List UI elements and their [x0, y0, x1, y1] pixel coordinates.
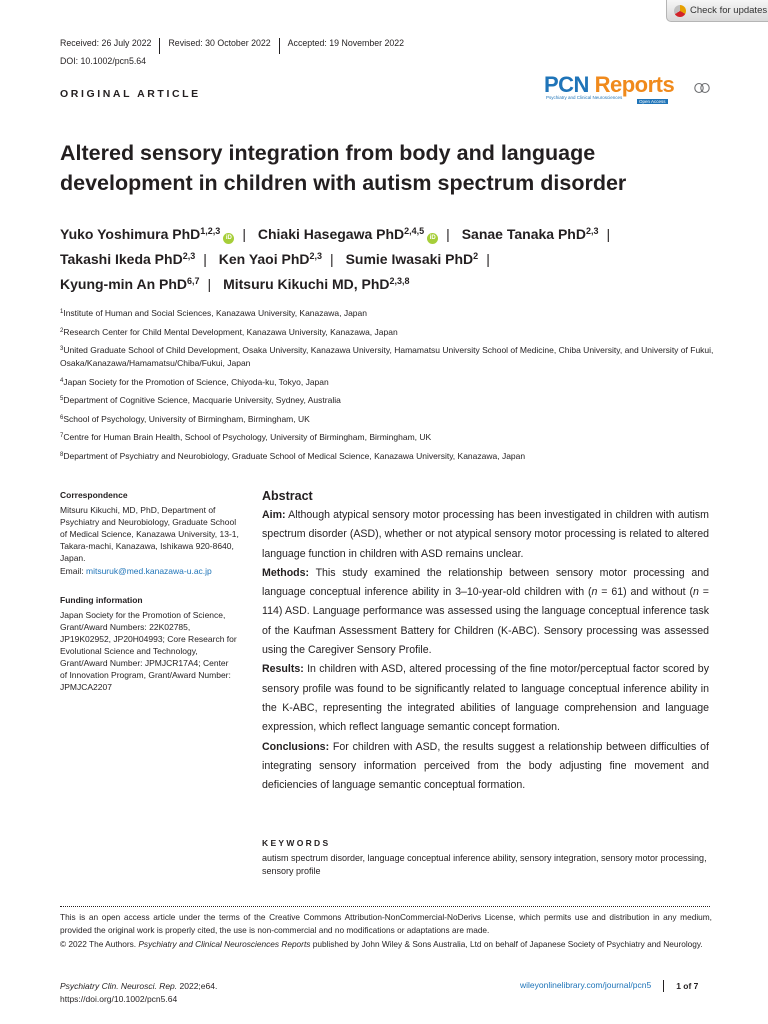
- abstract-aim: Aim: Although atypical sensory motor processing has been investigated in children with autism spectrum disorder (ASD), whether or not atypical sensory motor processing is related to altered language function in children with ASD remains unclear.: [262, 509, 709, 560]
- correspondence-heading: Correspondence: [60, 490, 128, 500]
- article-type: ORIGINAL ARTICLE: [60, 88, 201, 100]
- check-for-updates-label: Check for updates: [690, 5, 768, 16]
- page-number: 1 of 7: [676, 981, 699, 991]
- funding-line: Japan Society for the Promotion of Science,: [60, 609, 226, 620]
- keywords-text: autism spectrum disorder, language conceptual inference ability, sensory integration, sensory motor processing, sensory profile: [262, 853, 707, 876]
- author[interactable]: Yuko Yoshimura PhD$^{1,2,3}$: [60, 226, 221, 242]
- correspondence-line: Psychiatry and Neurobiology, Graduate School: [60, 517, 237, 528]
- doi-link[interactable]: https://doi.org/10.1002/pcn5.64: [60, 994, 178, 1004]
- license-text: This is an open access article under the terms of the Creative Commons Attribution-NonCommercial-NoDerivs License, which permits use and distribution in any medium, provided the original work is properly cited, the use is non-commercial and no modifications or adaptations are made.: [60, 912, 712, 936]
- sidebar-info: [60, 489, 250, 710]
- journal-url-link[interactable]: wileyonlinelibrary.com/journal/pcn5: [520, 980, 664, 992]
- check-for-updates-button[interactable]: [666, 0, 768, 22]
- affiliation: $^3$United Graduate School of Child Development, Osaka University, Kanazawa University, Hamamatsu University School of Medicine, Chiba University, and University of Fukui, Osaka/Kanazawa/Hamamatsu/Chiba/Fukui, Japan: [60, 345, 714, 368]
- funding-block: [60, 594, 250, 694]
- affiliations: [60, 307, 715, 468]
- logo-subtitle: Psychiatry and Clinical Neurosciences: [546, 95, 623, 100]
- footer-right: [520, 980, 698, 992]
- abstract: [262, 487, 709, 795]
- revised-date: Revised: 30 October 2022: [159, 38, 278, 54]
- correspondence-line: of Medical Science, Kanazawa University, 13-1,: [60, 529, 239, 540]
- affiliation: $^1$Institute of Human and Social Sciences, Kanazawa University, Kanazawa, Japan: [60, 308, 367, 318]
- logo-emblem-icon: [694, 82, 710, 94]
- author-list: Yuko Yoshimura PhD$^{1,2,3}$iD | Chiaki Hasegawa PhD$^{2,4,5}$iD | Sanae Tanaka PhD$^{2,3}$ | Takashi Ikeda PhD$^{2,3}$ | Ken Yaoi PhD$^{2,3}$ | Sumie Iwasaki PhD$^2$ | Kyung-min An PhD$^{6,7}$ | Mitsuru Kikuchi MD, PhD$^{2,3,8}$: [60, 226, 611, 292]
- article-history: [60, 38, 412, 54]
- affiliation: $^5$Department of Cognitive Science, Macquarie University, Sydney, Australia: [60, 395, 341, 405]
- author[interactable]: Takashi Ikeda PhD$^{2,3}$: [60, 251, 196, 267]
- funding-line: Evolutional Science and Technology,: [60, 646, 198, 657]
- doi: DOI: 10.1002/pcn5.64: [60, 56, 147, 66]
- footer-citation: [60, 980, 217, 1006]
- author[interactable]: Kyung-min An PhD$^{6,7}$: [60, 276, 200, 292]
- keywords: [262, 838, 709, 878]
- author[interactable]: Mitsuru Kikuchi MD, PhD$^{2,3,8}$: [223, 276, 410, 292]
- funding-line: Grant/Award Numbers: 22K02785,: [60, 621, 191, 632]
- received-date: Received: 26 July 2022: [60, 38, 152, 48]
- affiliation: $^6$School of Psychology, University of Birmingham, Birmingham, UK: [60, 413, 310, 424]
- license-notice: [60, 911, 712, 951]
- correspondence-line: Takara-machi, Kanazawa, Ishikawa 920-8640,: [60, 541, 234, 552]
- author[interactable]: Chiaki Hasegawa PhD$^{2,4,5}$: [257, 226, 425, 242]
- author[interactable]: Sanae Tanaka PhD$^{2,3}$: [461, 226, 599, 242]
- journal-logo: [544, 74, 712, 106]
- divider: [60, 906, 710, 907]
- orcid-icon[interactable]: iD: [223, 233, 234, 244]
- affiliation: $^7$Centre for Human Brain Health, School of Psychology, University of Birmingham, Birmingham, UK: [60, 432, 432, 442]
- email-link[interactable]: mitsuruk@med.kanazawa-u.ac.jp: [85, 565, 212, 576]
- keywords-heading: KEYWORDS: [262, 838, 331, 848]
- correspondence-line: Mitsuru Kikuchi, MD, PhD, Department of: [60, 505, 216, 516]
- orcid-icon[interactable]: iD: [427, 233, 438, 244]
- correspondence-block: [60, 489, 250, 577]
- funding-line: JPMJCA2207: [60, 682, 112, 693]
- abstract-conclusions: Conclusions: For children with ASD, the results suggest a relationship between difficulties of integrating sensory information perceived from the body adjusting fine movement and deficiencies of language semantic conceptual formation.: [262, 740, 709, 792]
- copyright-text: © 2022 The Authors. Psychiatry and Clinical Neurosciences Reports published by John Wiley & Sons Australia, Ltd on behalf of Japanese Society of Psychiatry and Neurology.: [60, 938, 703, 949]
- logo-reports: Reports: [594, 72, 675, 97]
- affiliation: $^2$Research Center for Child Mental Development, Kanazawa University, Kanazawa, Japan: [60, 326, 398, 337]
- correspondence-line: Japan.: [60, 553, 86, 564]
- affiliation: $^8$Department of Psychiatry and Neurobiology, Graduate School of Medical Science, Kanazawa University, Kanazawa, Japan: [60, 450, 526, 461]
- crossmark-icon: [674, 5, 686, 17]
- email-line: Email: mitsuruk@med.kanazawa-u.ac.jp: [60, 565, 212, 576]
- affiliation: $^4$Japan Society for the Promotion of Science, Chiyoda-ku, Tokyo, Japan: [60, 376, 329, 387]
- logo-pcn: PCN: [544, 72, 589, 97]
- accepted-date: Accepted: 19 November 2022: [279, 38, 412, 54]
- funding-heading: Funding information: [60, 594, 143, 605]
- funding-line: JP19K02952, JP20H04993; Core Research for: [60, 633, 237, 644]
- citation: Psychiatry Clin. Neurosci. Rep. 2022;e64.: [60, 981, 218, 991]
- author[interactable]: Ken Yaoi PhD$^{2,3}$: [218, 251, 323, 267]
- funding-line: of Innovation Program, Grant/Award Number:: [60, 670, 231, 681]
- logo-open-access: Open Access: [639, 99, 666, 104]
- funding-line: Grant/Award Number: JPMJCR17A4; Center: [60, 658, 229, 669]
- abstract-methods: Methods: This study examined the relationship between sensory motor processing and language conceptual inference ability in 3–10-year-old children with (n = 61) and without (n = 114) ASD. Language performance was assessed using the language conceptual inference task of the Kaufman Assessment Battery for Children (K-ABC). Sensory processing was assessed using the Caregiver Sensory Profile.: [262, 566, 709, 657]
- article-title: Altered sensory integration from body and language development in children with autism spectrum disorder: [60, 141, 627, 195]
- abstract-results: Results: In children with ASD, altered processing of the fine motor/perceptual factor scored by sensory profile was found to be significantly related to language conceptual inference ability in the K-ABC, representing the integrated abilities of language comprehension and language expression, which reflect language semantic concept formation.: [262, 663, 709, 734]
- author[interactable]: Sumie Iwasaki PhD$^2$: [345, 251, 479, 267]
- abstract-heading: Abstract: [262, 489, 313, 503]
